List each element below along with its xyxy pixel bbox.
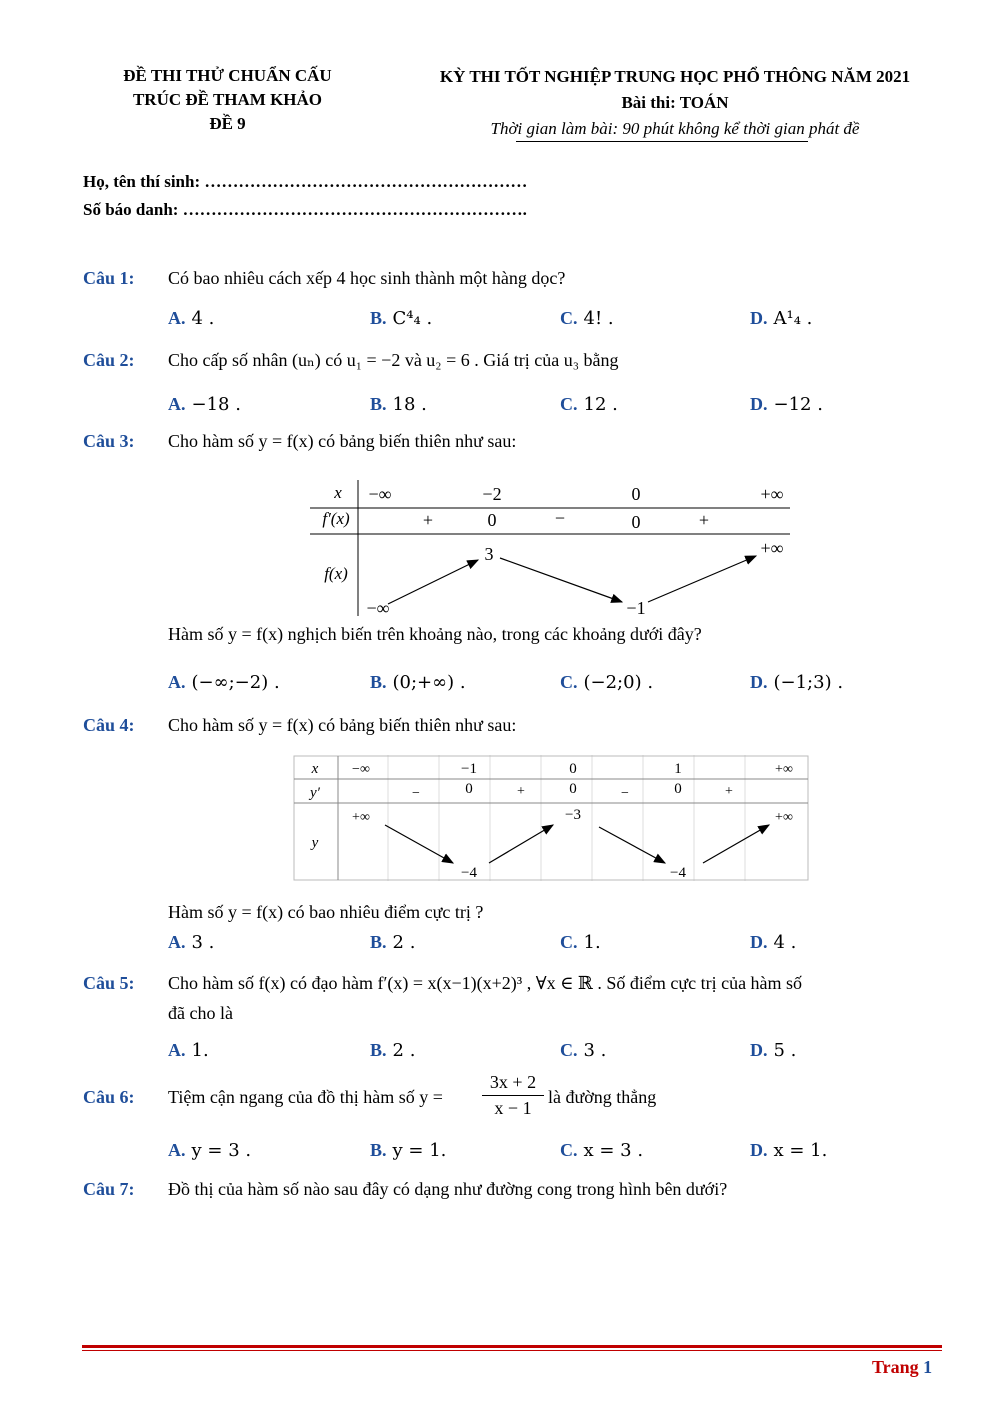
option-letter: C.: [560, 394, 578, 414]
sign: +: [517, 784, 525, 799]
header-left-line2: TRÚC ĐỀ THAM KHẢO: [132, 90, 323, 109]
option-text: 12 .: [583, 394, 618, 415]
option-letter: A.: [168, 394, 186, 414]
option-text: x = 3 .: [583, 1140, 644, 1161]
option-text: x = 1.: [773, 1140, 828, 1161]
option-letter: C.: [560, 672, 578, 692]
decrease-arrow: [500, 558, 622, 602]
y-val: +∞: [352, 810, 370, 825]
x-val: −∞: [368, 484, 392, 504]
option-letter: B.: [370, 1140, 387, 1160]
q5-option-d[interactable]: [750, 1040, 796, 1061]
option-text: (−∞;−2) .: [191, 672, 280, 693]
option-text: 4! .: [583, 308, 614, 329]
q3-option-c[interactable]: [560, 672, 653, 693]
option-letter: D.: [750, 308, 768, 328]
decrease-arrow: [599, 827, 665, 863]
header-underline: [516, 141, 808, 142]
decrease-arrow: [385, 825, 453, 863]
q1-option-d[interactable]: [750, 308, 812, 329]
q7-text: Đồ thị của hàm số nào sau đây có dạng như đường cong trong hình bên dưới?: [168, 1179, 728, 1199]
option-text: (−2;0) .: [583, 672, 654, 693]
q6-option-a[interactable]: [168, 1140, 251, 1161]
option-text: (−1;3) .: [773, 672, 844, 693]
increase-arrow: [703, 825, 769, 863]
option-letter: A.: [168, 672, 186, 692]
f-val: −1: [626, 598, 646, 618]
y-val: +∞: [775, 810, 793, 825]
header-left-line1: ĐỀ THI THỬ CHUẨN CẤU: [123, 66, 332, 85]
q4-label: Câu 4:: [83, 715, 135, 735]
q1-option-a[interactable]: [168, 308, 214, 329]
q6-option-c[interactable]: [560, 1140, 643, 1161]
option-letter: B.: [370, 1040, 387, 1060]
x-val: 0: [569, 761, 577, 777]
option-letter: A.: [168, 1140, 186, 1160]
exam-subject: Bài thi: TOÁN: [621, 93, 729, 112]
q6-fraction: [482, 1072, 544, 1119]
option-text: 5 .: [773, 1040, 797, 1061]
q5-text-cont: đã cho là: [168, 1003, 233, 1023]
option-text: C⁴₄ .: [392, 308, 433, 329]
exam-title: KỲ THI TỐT NGHIỆP TRUNG HỌC PHỔ THÔNG NĂM 2021: [439, 67, 911, 86]
candidate-name-line: Họ, tên thí sinh: …………………………………………………: [83, 172, 528, 191]
x-val: 0: [631, 484, 641, 504]
q3-text: Cho hàm số y = f(x) có bảng biến thiên như sau:: [168, 431, 517, 451]
q4-option-d[interactable]: [750, 932, 796, 953]
option-letter: B.: [370, 932, 387, 952]
option-text: 2 .: [392, 932, 416, 953]
q1-text: Có bao nhiêu cách xếp 4 học sinh thành một hàng dọc?: [168, 268, 566, 288]
sign: −: [554, 508, 566, 528]
option-text: 18 .: [392, 394, 427, 415]
footer-rule-thin: [82, 1350, 942, 1351]
q5-text: Cho hàm số f(x) có đạo hàm f′(x) = x(x−1)(x+2)³ , ∀x ∈ ℝ . Số điểm cực trị của hàm số: [168, 973, 803, 993]
row-y-label: y: [311, 835, 319, 851]
option-text: 4 .: [191, 308, 215, 329]
option-letter: C.: [560, 1040, 578, 1060]
x-val: −2: [482, 484, 502, 504]
f-val: −∞: [366, 598, 390, 618]
q5-option-b[interactable]: [370, 1040, 415, 1061]
page-num: 1: [923, 1357, 933, 1377]
q4-variation-table: [293, 755, 811, 885]
table-border: [294, 756, 808, 880]
option-letter: C.: [560, 1140, 578, 1160]
option-text: A¹₄ .: [773, 308, 813, 329]
option-text: 3 .: [583, 1040, 607, 1061]
q5-option-c[interactable]: [560, 1040, 606, 1061]
x-val: +∞: [760, 484, 784, 504]
sign: +: [725, 784, 733, 799]
q4-option-c[interactable]: [560, 932, 601, 953]
q3-follow: Hàm số y = f(x) nghịch biến trên khoảng nào, trong các khoảng dưới đây?: [168, 624, 702, 644]
q3-option-a[interactable]: [168, 672, 280, 693]
x-val: −∞: [352, 762, 370, 777]
q4-text: Cho hàm số y = f(x) có bảng biến thiên như sau:: [168, 715, 517, 735]
option-letter: D.: [750, 932, 768, 952]
sign: −: [412, 786, 420, 801]
footer-rule-thick: [82, 1345, 942, 1348]
sign: 0: [631, 512, 641, 532]
option-text: 2 .: [392, 1040, 416, 1061]
q2-option-a[interactable]: [168, 394, 241, 415]
page-number: [872, 1357, 932, 1378]
option-text: −18 .: [191, 394, 241, 415]
option-letter: D.: [750, 672, 768, 692]
q2-option-c[interactable]: [560, 394, 618, 415]
q4-option-b[interactable]: [370, 932, 415, 953]
option-letter: A.: [168, 308, 186, 328]
q5-option-a[interactable]: [168, 1040, 209, 1061]
q6-text-post: là đường thẳng: [548, 1087, 657, 1107]
header-left-line3: ĐỀ 9: [209, 114, 246, 133]
row-x-label: x: [334, 483, 342, 502]
y-val: −3: [565, 807, 581, 823]
option-text: −12 .: [773, 394, 823, 415]
q7-label: Câu 7:: [83, 1179, 135, 1199]
fraction-denominator: x − 1: [494, 1098, 532, 1118]
q5-label: Câu 5:: [83, 973, 135, 993]
sign: 0: [674, 781, 682, 797]
row-fprime-label: f′(x): [322, 509, 350, 528]
sign: 0: [487, 510, 497, 530]
sign: 0: [465, 781, 473, 797]
option-letter: C.: [560, 308, 578, 328]
q4-follow: Hàm số y = f(x) có bao nhiêu điểm cực trị ?: [168, 902, 484, 922]
header-right: [385, 64, 965, 142]
q1-option-c[interactable]: [560, 308, 614, 329]
sign: +: [422, 510, 434, 530]
option-letter: D.: [750, 1140, 768, 1160]
option-letter: D.: [750, 394, 768, 414]
y-val: −4: [670, 865, 686, 881]
option-text: y = 3 .: [191, 1140, 252, 1161]
header-left: [95, 64, 360, 136]
sign: −: [621, 786, 629, 801]
option-letter: D.: [750, 1040, 768, 1060]
option-text: 3 .: [191, 932, 215, 953]
q2-label: Câu 2:: [83, 350, 135, 370]
q2-option-b[interactable]: [370, 394, 427, 415]
q2-option-d[interactable]: [750, 394, 823, 415]
option-text: 1.: [191, 1040, 209, 1061]
f-val: +∞: [760, 538, 784, 558]
option-text: y = 1.: [392, 1140, 447, 1161]
f-val: 3: [484, 544, 494, 564]
increase-arrow: [489, 825, 553, 863]
x-val: 1: [674, 761, 682, 777]
option-text: (0;+∞) .: [392, 672, 466, 693]
x-val: −1: [461, 761, 477, 777]
sign: +: [698, 510, 710, 530]
option-text: 4 .: [773, 932, 797, 953]
increase-arrow: [648, 556, 756, 602]
candidate-id-line: Số báo danh: …………………………………………………….: [83, 200, 527, 219]
y-val: −4: [461, 865, 477, 881]
option-letter: B.: [370, 394, 387, 414]
x-val: +∞: [775, 762, 793, 777]
option-letter: A.: [168, 1040, 186, 1060]
q6-option-b[interactable]: [370, 1140, 446, 1161]
page-word: Trang: [872, 1357, 919, 1377]
row-f-label: f(x): [324, 564, 348, 583]
increase-arrow: [388, 560, 478, 604]
q3-variation-table: [300, 478, 800, 618]
q6-label: Câu 6:: [83, 1087, 135, 1107]
q1-option-b[interactable]: [370, 308, 432, 329]
fraction-numerator: 3x + 2: [482, 1072, 544, 1096]
q3-label: Câu 3:: [83, 431, 135, 451]
q1-label: Câu 1:: [83, 268, 135, 288]
q6-option-d[interactable]: [750, 1140, 827, 1161]
option-letter: B.: [370, 308, 387, 328]
q3-option-b[interactable]: [370, 672, 466, 693]
q2-text: Cho cấp số nhân (uₙ) có u₁ = −2 và u₂ = 6 . Giá trị của u₃ bằng: [168, 350, 619, 370]
q4-option-a[interactable]: [168, 932, 214, 953]
row-yprime-label: y′: [310, 785, 320, 801]
option-letter: B.: [370, 672, 387, 692]
exam-time: Thời gian làm bài: 90 phút không kể thời gian phát đề: [490, 119, 860, 138]
sign: 0: [569, 781, 577, 797]
q3-option-d[interactable]: [750, 672, 843, 693]
option-letter: C.: [560, 932, 578, 952]
option-letter: A.: [168, 932, 186, 952]
q6-text-pre: Tiệm cận ngang của đồ thị hàm số y =: [168, 1087, 443, 1107]
option-text: 1.: [583, 932, 601, 953]
row-x-label: x: [311, 761, 319, 777]
